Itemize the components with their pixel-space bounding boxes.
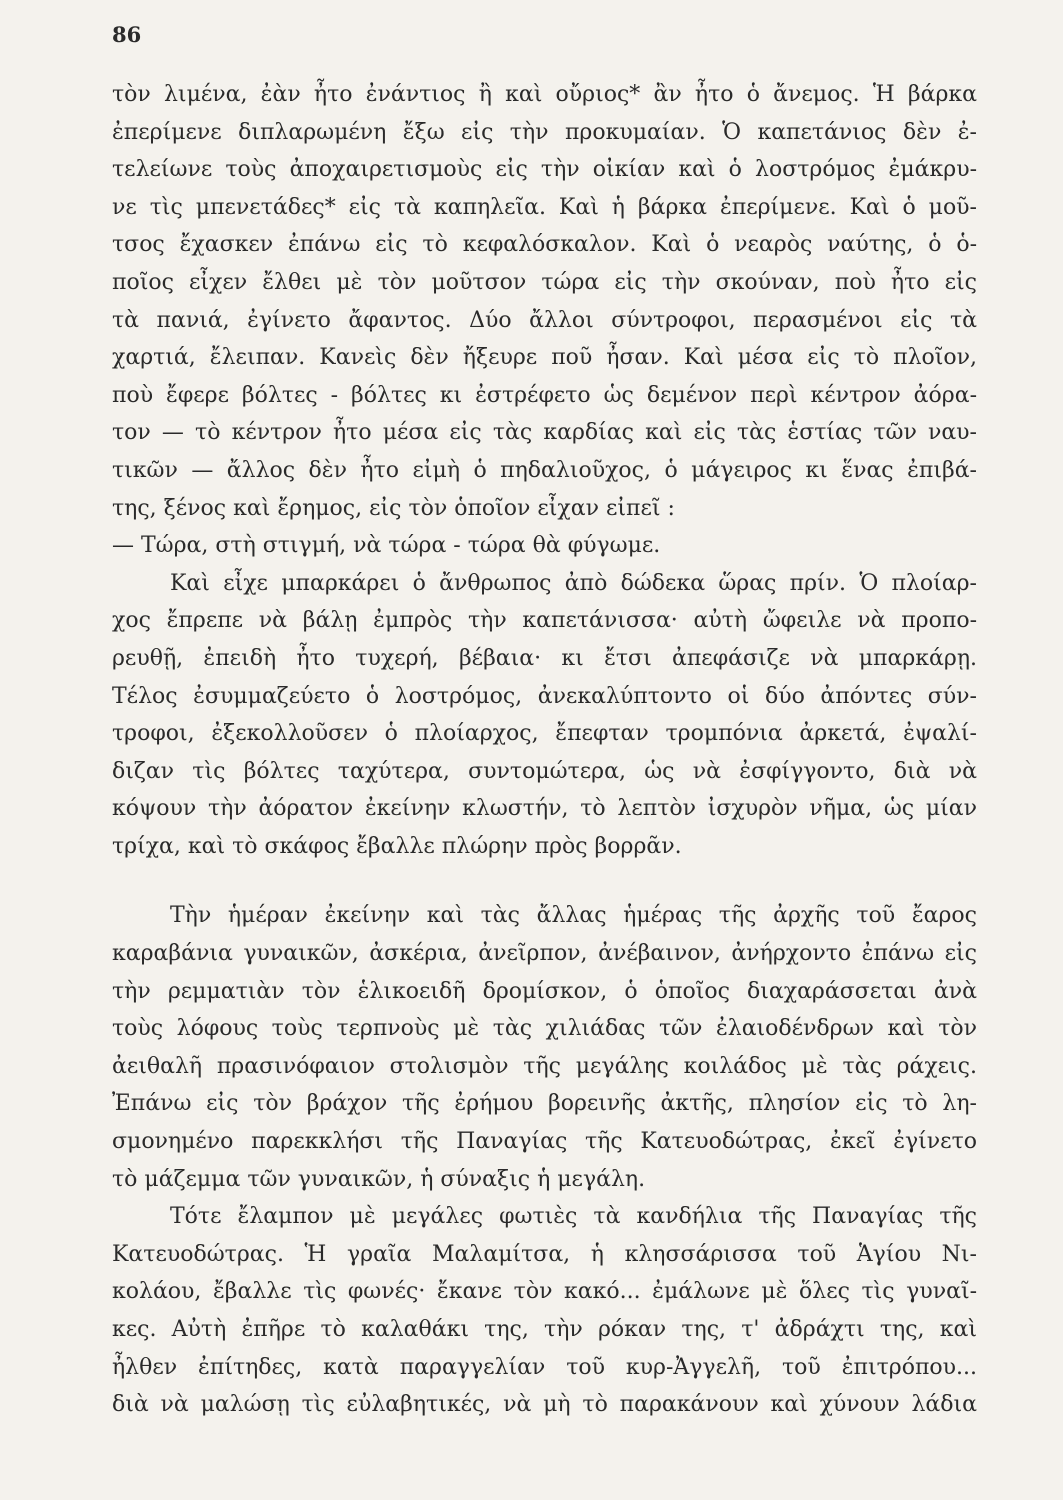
text-line: χαρτιά, ἔλειπαν. Κανεὶς δὲν ἤξευρε ποῦ ἦσαν. Καὶ μέσα εἰς τὸ πλοῖον, — [112, 345, 977, 371]
text-line: Τέλος ἐσυμμαζεύετο ὁ λοστρόμος, ἀνεκαλύπτοντο οἱ δύο ἀπόντες σύν- — [112, 683, 977, 709]
dialogue-line: — Τώρα, στὴ στιγμή, νὰ τώρα - τώρα θὰ φύγωμε. — [112, 533, 661, 559]
paragraph-1 — [112, 76, 977, 565]
text-line: τσος ἔχασκεν ἐπάνω εἰς τὸ κεφαλόσκαλον. Καὶ ὁ νεαρὸς ναύτης, ὁ ὁ- — [112, 232, 977, 258]
text-line: τικῶν — ἄλλος δὲν ἦτο εἰμὴ ὁ πηδαλιοῦχος, ὁ μάγειρος κι ἕνας ἐπιβά- — [112, 457, 977, 483]
text-line: Καὶ εἶχε μπαρκάρει ὁ ἄνθρωπος ἀπὸ δώδεκα ὥρας πρίν. Ὁ πλοίαρ- — [170, 570, 977, 596]
text-line: τὰ πανιά, ἐγίνετο ἄφαντος. Δύο ἄλλοι σύντροφοι, περασμένοι εἰς τὰ — [112, 307, 977, 333]
text-line: νε τὶς μπενετάδες* εἰς τὰ καπηλεῖα. Καὶ ἡ βάρκα ἐπερίμενε. Καὶ ὁ μοῦ- — [112, 194, 977, 220]
text-line: ἀειθαλῆ πρασινόφαιον στολισμὸν τῆς μεγάλης κοιλάδος μὲ τὰς ράχεις. — [112, 1053, 977, 1079]
text-line: διὰ νὰ μαλώσῃ τὶς εὐλαβητικές, νὰ μὴ τὸ παρακάνουν καὶ χύνουν λάδια — [112, 1392, 977, 1418]
text-line: τὸ μάζεμμα τῶν γυναικῶν, ἡ σύναξις ἡ μεγάλη. — [112, 1166, 646, 1192]
paragraph-2 — [112, 565, 977, 866]
text-line: τὴν ρεμματιὰν τὸν ἑλικοειδῆ δρομίσκον, ὁ ὁποῖος διαχαράσσεται ἀνὰ — [112, 978, 977, 1004]
body-text — [112, 76, 977, 1424]
text-line: Κατευοδώτρας. Ἡ γραῖα Μαλαμίτσα, ἡ κλησσάρισσα τοῦ Ἁγίου Νι- — [112, 1241, 977, 1267]
text-line: τρίχα, καὶ τὸ σκάφος ἔβαλλε πλώρην πρὸς βορρᾶν. — [112, 833, 682, 859]
text-line: Τότε ἔλαμπον μὲ μεγάλες φωτιὲς τὰ κανδήλια τῆς Παναγίας τῆς — [170, 1204, 977, 1230]
paragraph-spacer — [112, 865, 977, 897]
text-line: ἐπερίμενε διπλαρωμένη ἔξω εἰς τὴν προκυμαίαν. Ὁ καπετάνιος δὲν ἐ- — [112, 119, 977, 145]
text-line: της, ξένος καὶ ἔρημος, εἰς τὸν ὁποῖον εἶχαν εἰπεῖ : — [112, 495, 675, 521]
text-line: κολάου, ἔβαλλε τὶς φωνές· ἔκανε τὸν κακό... ἐμάλωνε μὲ ὅλες τὶς γυναῖ- — [112, 1279, 977, 1305]
text-line: ποῖος εἶχεν ἔλθει μὲ τὸν μοῦτσον τώρα εἰς τὴν σκούναν, ποὺ ἦτο εἰς — [112, 269, 977, 295]
paragraph-4 — [112, 1198, 977, 1424]
paragraph-3 — [112, 897, 977, 1198]
page-number: 86 — [112, 22, 142, 47]
text-line: ἦλθεν ἐπίτηδες, κατὰ παραγγελίαν τοῦ κυρ-Ἀγγελῆ, τοῦ ἐπιτρόπου... — [112, 1354, 977, 1380]
text-line: ρευθῇ, ἐπειδὴ ἦτο τυχερή, βέβαια· κι ἔτσι ἀπεφάσιζε νὰ μπαρκάρῃ. — [112, 645, 977, 671]
text-line: ποὺ ἔφερε βόλτες - βόλτες κι ἐστρέφετο ὡς δεμένον περὶ κέντρον ἀόρα- — [112, 382, 977, 408]
text-line: τὸν λιμένα, ἐὰν ἦτο ἐνάντιος ἢ καὶ οὔριος* ἂν ἦτο ὁ ἄνεμος. Ἡ βάρκα — [112, 82, 977, 107]
text-line: σμονημένο παρεκκλήσι τῆς Παναγίας τῆς Κατευοδώτρας, ἐκεῖ ἐγίνετο — [112, 1129, 977, 1155]
text-line: χος ἔπρεπε νὰ βάλῃ ἐμπρὸς τὴν καπετάνισσα· αὐτὴ ὤφειλε νὰ προπο- — [112, 608, 977, 634]
text-line: τον — τὸ κέντρον ἦτο μέσα εἰς τὰς καρδίας καὶ εἰς τὰς ἑστίας τῶν ναυ- — [112, 420, 977, 446]
text-line: κες. Αὐτὴ ἐπῆρε τὸ καλαθάκι της, τὴν ρόκαν της, τ' ἀδράχτι της, καὶ — [112, 1317, 977, 1342]
text-line: τοὺς λόφους τοὺς τερπνοὺς μὲ τὰς χιλιάδας τῶν ἐλαιοδένδρων καὶ τὸν — [112, 1016, 977, 1042]
text-line: Τὴν ἡμέραν ἐκείνην καὶ τὰς ἄλλας ἡμέρας τῆς ἀρχῆς τοῦ ἔαρος — [170, 903, 977, 929]
text-line: καραβάνια γυναικῶν, ἀσκέρια, ἀνεῖρπον, ἀνέβαινον, ἀνήρχοντο ἐπάνω εἰς — [112, 941, 977, 967]
text-line: τροφοι, ἐξεκολλοῦσεν ὁ πλοίαρχος, ἔπεφταν τρομπόνια ἀρκετά, ἐψαλί- — [112, 721, 977, 747]
text-line: διζαν τὶς βόλτες ταχύτερα, συντομώτερα, ὡς νὰ ἐσφίγγοντο, διὰ νὰ — [112, 758, 977, 784]
text-line: κόψουν τὴν ἀόρατον ἐκείνην κλωστήν, τὸ λεπτὸν ἰσχυρὸν νῆμα, ὡς μίαν — [112, 796, 977, 822]
text-line: Ἐπάνω εἰς τὸν βράχον τῆς ἐρήμου βορεινῆς ἀκτῆς, πλησίον εἰς τὸ λη- — [112, 1091, 977, 1117]
text-line: τελείωνε τοὺς ἀποχαιρετισμοὺς εἰς τὴν οἰκίαν καὶ ὁ λοστρόμος ἐμάκρυ- — [112, 157, 977, 183]
